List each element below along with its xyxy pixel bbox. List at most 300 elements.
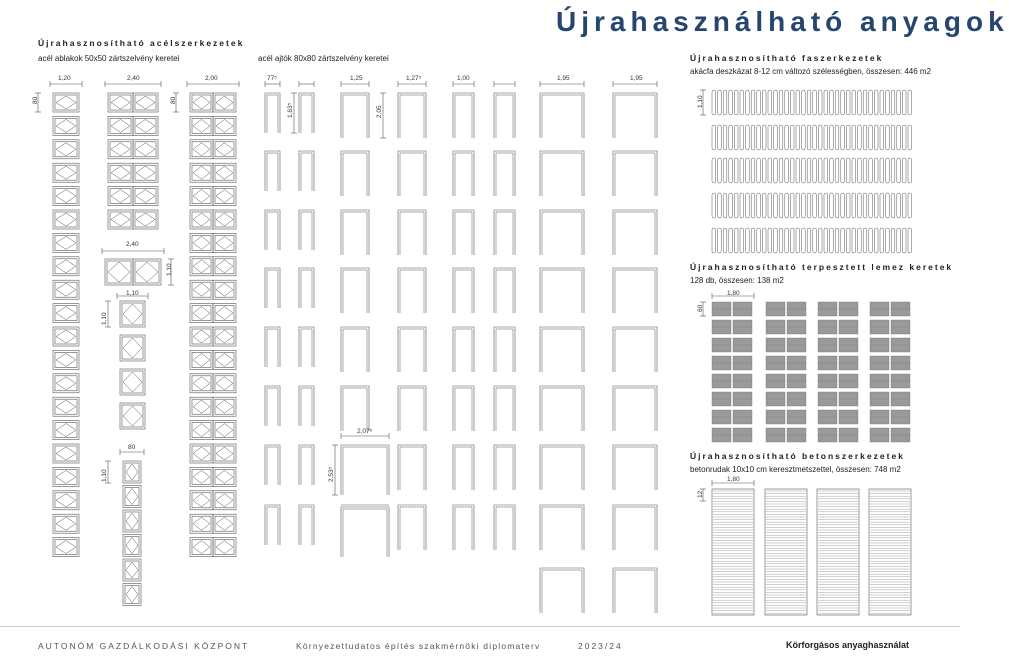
wood-board — [818, 90, 822, 115]
window-diamond — [216, 377, 233, 390]
door-frame — [341, 327, 369, 372]
window-inner-frame — [215, 142, 234, 157]
metal-label: 128 db, összesen: 138 m2 — [690, 276, 784, 285]
window-diamond — [111, 143, 130, 156]
concrete-panel — [712, 489, 754, 615]
wood-board — [830, 90, 834, 115]
window-diamond — [193, 541, 210, 554]
door-frame — [453, 210, 474, 255]
wood-board — [757, 158, 761, 183]
wood-board — [852, 228, 856, 253]
door-frame — [540, 210, 584, 255]
dim-door-1-25: 1,25 — [350, 75, 363, 82]
wood-board — [796, 158, 800, 183]
wood-board — [858, 158, 862, 183]
wood-board — [734, 125, 738, 150]
window-frame — [133, 259, 161, 285]
door-frame — [613, 268, 657, 313]
window-inner-frame — [55, 165, 77, 180]
wood-board — [790, 193, 794, 218]
wood-board — [897, 158, 901, 183]
window-diamond — [56, 143, 76, 156]
door-inner-frame — [301, 153, 312, 191]
door-frame — [494, 505, 515, 550]
concrete-panel — [765, 489, 807, 615]
wood-board — [886, 125, 890, 150]
door-inner-frame — [455, 270, 472, 313]
window-diamond — [56, 470, 76, 483]
wood-board — [869, 193, 873, 218]
wood-board — [746, 193, 750, 218]
wood-board — [790, 90, 794, 115]
window-frame — [105, 259, 133, 285]
door-inner-frame — [542, 570, 582, 613]
window-diamond — [216, 330, 233, 343]
window-inner-frame — [55, 306, 77, 321]
door-inner-frame — [615, 212, 655, 255]
door-frame — [540, 505, 584, 550]
wood-board — [880, 193, 884, 218]
window-diamond — [56, 424, 76, 437]
window-inner-frame — [192, 329, 211, 344]
wood-board — [813, 193, 817, 218]
wood-board — [818, 228, 822, 253]
wood-board — [796, 228, 800, 253]
door-frame — [613, 568, 657, 613]
door-inner-frame — [496, 153, 513, 196]
window-diamond — [108, 262, 130, 282]
wood-board — [723, 158, 727, 183]
wood-board — [830, 193, 834, 218]
window-diamond — [216, 213, 233, 226]
dim-door-1-00: 1,00 — [457, 75, 470, 82]
window-diamond — [216, 494, 233, 507]
wood-board — [902, 125, 906, 150]
wood-board — [869, 228, 873, 253]
wood-board — [734, 228, 738, 253]
wood-board — [774, 90, 778, 115]
door-frame — [540, 93, 584, 138]
wood-board — [874, 193, 878, 218]
window-diamond — [126, 562, 138, 578]
wood-board — [908, 125, 912, 150]
wood-board — [841, 90, 845, 115]
wood-board — [897, 90, 901, 115]
window-inner-frame — [125, 463, 139, 481]
door-frame — [341, 445, 389, 495]
wood-board — [768, 90, 772, 115]
wood-board — [891, 125, 895, 150]
door-frame — [341, 268, 369, 313]
door-frame — [613, 151, 657, 196]
window-diamond — [216, 96, 233, 109]
door-frame — [453, 445, 474, 490]
door-frame — [540, 268, 584, 313]
wood-board — [880, 228, 884, 253]
dim-window-h110-b: 1,10 — [101, 312, 108, 325]
door-inner-frame — [455, 212, 472, 255]
wood-board — [891, 158, 895, 183]
wood-board — [818, 125, 822, 150]
wood-board — [846, 228, 850, 253]
door-frame — [540, 151, 584, 196]
door-inner-frame — [496, 212, 513, 255]
window-diamond — [136, 143, 155, 156]
dim-metal-w: 1,80 — [727, 290, 740, 297]
wood-board — [824, 193, 828, 218]
wood-board — [846, 125, 850, 150]
wood-board — [718, 228, 722, 253]
wood-board — [841, 193, 845, 218]
window-inner-frame — [215, 95, 234, 110]
window-diamond — [216, 353, 233, 366]
door-frame — [398, 93, 426, 138]
door-inner-frame — [542, 95, 582, 138]
wood-board — [802, 158, 806, 183]
window-diamond — [193, 283, 210, 296]
window-inner-frame — [215, 352, 234, 367]
wood-board — [802, 125, 806, 150]
page-title: Újrahasználható anyagok — [556, 6, 1009, 37]
window-inner-frame — [135, 212, 156, 227]
dim-door-1-27: 1,27⁵ — [406, 75, 422, 82]
door-frame — [540, 386, 584, 431]
door-frame — [453, 505, 474, 550]
wood-board — [813, 125, 817, 150]
window-diamond — [56, 447, 76, 460]
door-inner-frame — [400, 153, 424, 196]
door-inner-frame — [496, 388, 513, 431]
door-inner-frame — [496, 447, 513, 490]
window-inner-frame — [110, 142, 131, 157]
window-diamond — [136, 190, 155, 203]
window-diamond — [216, 541, 233, 554]
door-frame — [398, 386, 426, 431]
window-inner-frame — [55, 493, 77, 508]
door-inner-frame — [542, 212, 582, 255]
door-frame — [540, 568, 584, 613]
wood-board — [835, 193, 839, 218]
window-diamond — [136, 119, 155, 132]
wood-board — [818, 193, 822, 218]
dim-door-77: 77⁵ — [267, 75, 277, 82]
door-inner-frame — [267, 95, 278, 133]
window-diamond — [56, 166, 76, 179]
door-inner-frame — [343, 388, 367, 431]
window-inner-frame — [55, 259, 77, 274]
wood-board — [796, 90, 800, 115]
steel-doors-label: acél ajtók 80x80 zártszelvény keretei — [258, 54, 389, 63]
wood-board — [740, 90, 744, 115]
door-inner-frame — [496, 329, 513, 372]
footer-thesis: Környezettudatos építés szakmérnöki diplomaterv — [296, 641, 541, 651]
window-inner-frame — [192, 540, 211, 555]
window-frame — [120, 403, 145, 429]
wood-board — [723, 193, 727, 218]
window-inner-frame — [55, 235, 77, 250]
wood-board — [712, 158, 716, 183]
window-inner-frame — [192, 235, 211, 250]
window-inner-frame — [215, 376, 234, 391]
window-inner-frame — [192, 212, 211, 227]
window-inner-frame — [215, 212, 234, 227]
door-inner-frame — [343, 447, 387, 495]
wood-board — [774, 193, 778, 218]
window-inner-frame — [110, 165, 131, 180]
wood-board — [858, 228, 862, 253]
wood-board — [841, 228, 845, 253]
window-diamond — [56, 494, 76, 507]
window-inner-frame — [55, 376, 77, 391]
window-inner-frame — [55, 329, 77, 344]
window-diamond — [193, 353, 210, 366]
wood-board — [830, 158, 834, 183]
door-inner-frame — [542, 447, 582, 490]
window-diamond — [136, 262, 158, 282]
wood-board — [858, 193, 862, 218]
door-inner-frame — [400, 95, 424, 138]
dim-door-2-05: 2,05 — [376, 105, 383, 118]
wood-board — [830, 125, 834, 150]
door-inner-frame — [301, 95, 312, 133]
wood-board — [835, 90, 839, 115]
door-frame — [494, 93, 515, 138]
door-inner-frame — [615, 270, 655, 313]
door-frame — [613, 386, 657, 431]
wood-board — [740, 158, 744, 183]
window-diamond — [193, 190, 210, 203]
window-inner-frame — [107, 261, 131, 283]
wood-board — [897, 193, 901, 218]
dim-window-h110-a: 1,10 — [166, 263, 173, 276]
window-inner-frame — [110, 189, 131, 204]
window-frame — [120, 335, 145, 361]
door-inner-frame — [301, 329, 312, 367]
wood-board — [841, 158, 845, 183]
wood-board — [734, 193, 738, 218]
dim-window-h80-b: 80 — [170, 96, 177, 104]
wood-board — [790, 158, 794, 183]
door-frame — [341, 507, 389, 557]
concrete-panel — [817, 489, 859, 615]
wood-label: akácfa deszkázat 8-12 cm változó szélességben, összesen: 446 m2 — [690, 67, 932, 76]
door-frame — [540, 327, 584, 372]
window-inner-frame — [135, 189, 156, 204]
window-diamond — [216, 119, 233, 132]
window-inner-frame — [192, 142, 211, 157]
window-diamond — [56, 330, 76, 343]
window-diamond — [111, 119, 130, 132]
wood-board — [863, 228, 867, 253]
wood-board — [712, 228, 716, 253]
door-inner-frame — [267, 212, 278, 250]
window-inner-frame — [135, 165, 156, 180]
wood-board — [779, 228, 783, 253]
window-inner-frame — [192, 352, 211, 367]
window-inner-frame — [192, 95, 211, 110]
door-inner-frame — [343, 95, 367, 138]
door-frame — [341, 386, 369, 431]
dim-door-1-63: 1,63⁵ — [287, 102, 294, 118]
wood-board — [751, 193, 755, 218]
door-inner-frame — [267, 153, 278, 191]
wood-board — [874, 228, 878, 253]
dim-window-2-40-b: 2,40 — [126, 241, 139, 248]
wood-board — [852, 193, 856, 218]
wood-board — [740, 228, 744, 253]
footer-year: 2023/24 — [578, 641, 623, 651]
wood-board — [762, 193, 766, 218]
window-diamond — [111, 166, 130, 179]
wood-board — [863, 125, 867, 150]
wood-board — [768, 228, 772, 253]
dim-door-2-53: 2,53⁵ — [328, 466, 335, 482]
door-inner-frame — [343, 329, 367, 372]
wood-board — [723, 228, 727, 253]
door-frame — [341, 93, 369, 138]
wood-board — [863, 90, 867, 115]
window-diamond — [193, 400, 210, 413]
door-inner-frame — [455, 153, 472, 196]
window-inner-frame — [192, 165, 211, 180]
window-inner-frame — [215, 118, 234, 133]
wood-board — [858, 90, 862, 115]
wood-board — [740, 193, 744, 218]
dim-wood-h: 1,10 — [697, 95, 704, 108]
window-inner-frame — [215, 306, 234, 321]
window-diamond — [126, 587, 138, 603]
wood-board — [869, 125, 873, 150]
dim-window-80: 80 — [128, 444, 136, 451]
window-diamond — [123, 338, 142, 358]
wood-board — [768, 193, 772, 218]
wood-board — [897, 228, 901, 253]
wood-board — [746, 158, 750, 183]
window-inner-frame — [215, 165, 234, 180]
door-frame — [613, 327, 657, 372]
door-inner-frame — [542, 153, 582, 196]
window-inner-frame — [192, 446, 211, 461]
wood-board — [712, 125, 716, 150]
door-frame — [494, 327, 515, 372]
wood-board — [874, 125, 878, 150]
wood-board — [751, 228, 755, 253]
door-inner-frame — [267, 447, 278, 485]
door-inner-frame — [400, 507, 424, 550]
wood-board — [886, 228, 890, 253]
metal-heading: Újrahasznosítható terpesztett lemez keretek — [690, 262, 954, 272]
door-inner-frame — [542, 329, 582, 372]
window-diamond — [56, 213, 76, 226]
wood-board — [774, 228, 778, 253]
wood-board — [908, 90, 912, 115]
window-diamond — [216, 307, 233, 320]
window-inner-frame — [135, 142, 156, 157]
wood-board — [807, 158, 811, 183]
concrete-heading: Újrahasznosítható betonszerkezetek — [690, 451, 905, 461]
door-frame — [453, 268, 474, 313]
window-diamond — [216, 190, 233, 203]
window-diamond — [56, 260, 76, 273]
wood-board — [908, 158, 912, 183]
window-diamond — [126, 513, 138, 529]
window-diamond — [193, 143, 210, 156]
window-inner-frame — [55, 95, 77, 110]
window-inner-frame — [125, 586, 139, 604]
dim-window-h80-a: 80 — [32, 96, 39, 104]
dim-door-2-07: 2,07⁵ — [357, 428, 373, 435]
wood-board — [818, 158, 822, 183]
window-diamond — [56, 541, 76, 554]
door-inner-frame — [301, 270, 312, 308]
wood-board — [813, 158, 817, 183]
window-inner-frame — [125, 537, 139, 555]
wood-board — [824, 125, 828, 150]
window-diamond — [193, 470, 210, 483]
window-inner-frame — [135, 118, 156, 133]
concrete-label: betonrudak 10x10 cm keresztmetszettel, összesen: 748 m2 — [690, 465, 901, 474]
wood-heading: Újrahasznosítható faszerkezetek — [690, 53, 884, 63]
wood-board — [813, 228, 817, 253]
dim-window-h110-c: 1,10 — [101, 469, 108, 482]
door-inner-frame — [455, 329, 472, 372]
window-inner-frame — [55, 189, 77, 204]
window-diamond — [216, 470, 233, 483]
wood-board — [762, 125, 766, 150]
wood-board — [718, 90, 722, 115]
window-diamond — [216, 447, 233, 460]
wood-board — [718, 158, 722, 183]
footer-topic: Körforgásos anyaghasználat — [786, 640, 910, 650]
window-inner-frame — [110, 118, 131, 133]
wood-board — [779, 125, 783, 150]
door-inner-frame — [400, 270, 424, 313]
door-inner-frame — [343, 212, 367, 255]
door-inner-frame — [496, 507, 513, 550]
wood-board — [880, 90, 884, 115]
wood-board — [757, 90, 761, 115]
door-inner-frame — [400, 212, 424, 255]
wood-board — [751, 158, 755, 183]
wood-board — [852, 90, 856, 115]
window-inner-frame — [122, 337, 143, 359]
wood-board — [908, 228, 912, 253]
wood-board — [902, 193, 906, 218]
door-inner-frame — [343, 270, 367, 313]
door-frame — [453, 386, 474, 431]
window-diamond — [193, 236, 210, 249]
door-frame — [341, 210, 369, 255]
window-diamond — [56, 307, 76, 320]
door-inner-frame — [267, 388, 278, 426]
window-inner-frame — [192, 306, 211, 321]
wood-board — [757, 125, 761, 150]
wood-board — [757, 228, 761, 253]
wood-board — [774, 158, 778, 183]
window-diamond — [216, 260, 233, 273]
door-frame — [398, 151, 426, 196]
door-inner-frame — [343, 509, 387, 557]
door-frame — [613, 445, 657, 490]
door-inner-frame — [615, 153, 655, 196]
door-frame — [540, 445, 584, 490]
window-inner-frame — [192, 399, 211, 414]
window-inner-frame — [215, 423, 234, 438]
door-frame — [453, 327, 474, 372]
door-frame — [494, 445, 515, 490]
window-diamond — [193, 447, 210, 460]
wood-board — [729, 193, 733, 218]
